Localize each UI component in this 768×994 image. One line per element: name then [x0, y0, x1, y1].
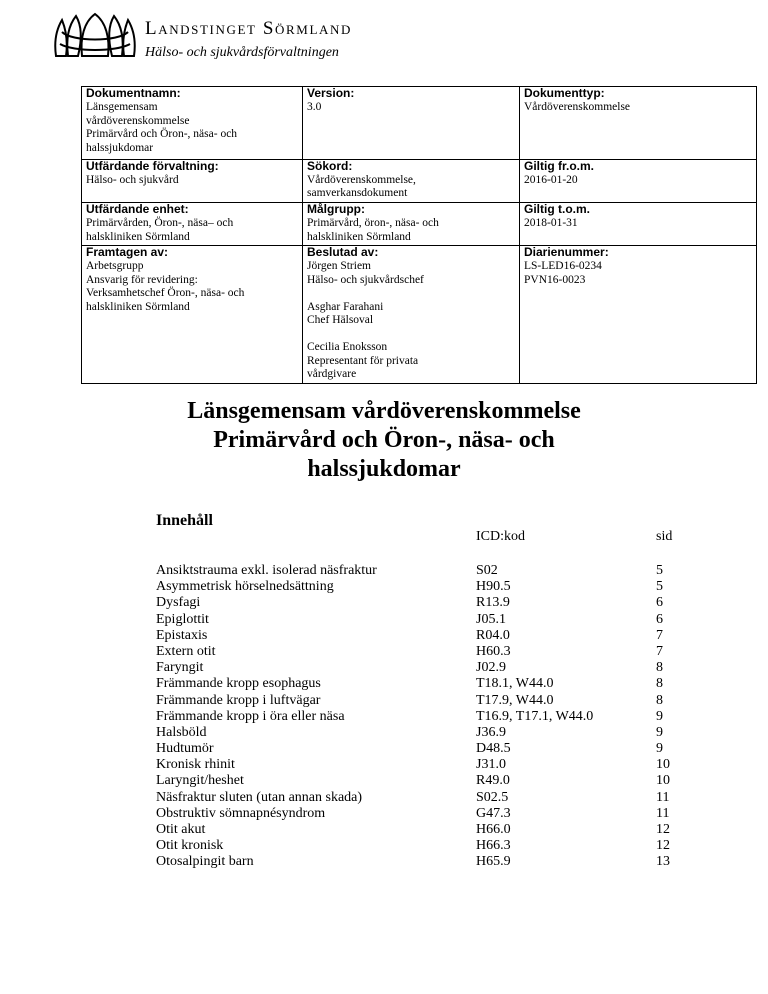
toc-entry: [156, 563, 696, 579]
prepared-by-label-cell: [82, 246, 303, 261]
toc-entry-name: Faryngit: [156, 660, 204, 676]
toc-entry-icd-code: R04.0: [476, 627, 510, 643]
toc-entry-name: Dysfagi: [156, 595, 201, 611]
toc-entry: [156, 806, 696, 822]
toc-entry-icd-code: R49.0: [476, 773, 510, 789]
issuing-unit-label-cell: [82, 203, 303, 218]
toc-entry-page: 11: [656, 789, 670, 805]
document-metadata-table: [81, 86, 757, 384]
toc-entry: [156, 725, 696, 741]
target-group-value: Primärvård, öron-, näsa- och halskliniken Sörmland: [307, 217, 439, 243]
toc-entry-page: 8: [656, 676, 663, 692]
toc-entry-icd-code: T18.1, W44.0: [476, 676, 554, 692]
title-line-2: Primärvård och Öron-, näsa- och: [213, 427, 555, 453]
toc-entry-name: Näsfraktur sluten (utan annan skada): [156, 789, 363, 805]
toc-entry-name: Obstruktiv sömnapnésyndrom: [156, 805, 326, 821]
version-value-cell: [303, 101, 520, 159]
toc-entry: [156, 838, 696, 854]
valid-to-label: Giltig t.o.m.: [524, 202, 590, 216]
issuing-admin-value: Hälso- och sjukvård: [86, 173, 179, 186]
version-value: 3.0: [307, 101, 322, 113]
toc-entry: [156, 773, 696, 789]
toc-entry-icd-code: H90.5: [476, 579, 511, 595]
registry-number-label: Diarienummer:: [524, 245, 609, 259]
toc-entry-icd-code: H60.3: [476, 643, 511, 659]
landstinget-logo: [52, 12, 138, 62]
toc-entry-name: Främmande kropp i öra eller näsa: [156, 708, 345, 724]
prepared-by-value: Arbetsgrupp Ansvarig för revidering: Verksamhetschef Öron-, näsa- och halskliniken Sörmland: [86, 260, 245, 313]
toc-entry: [156, 693, 696, 709]
toc-entry-icd-code: T16.9, T17.1, W44.0: [476, 708, 594, 724]
toc-column-page-header: sid: [656, 529, 673, 544]
registry-number-label-cell: [520, 246, 757, 261]
toc-entry-page: 9: [656, 741, 663, 757]
valid-from-label-cell: [520, 159, 757, 174]
toc-entry-page: 10: [656, 773, 670, 789]
toc-entry-icd-code: D48.5: [476, 741, 511, 757]
doc-name-label: Dokumentnamn:: [86, 86, 181, 100]
toc-entry-icd-code: J02.9: [476, 660, 506, 676]
registry-number-value: LS-LED16-0234 PVN16-0023: [524, 260, 602, 286]
toc-entry-icd-code: J05.1: [476, 611, 506, 627]
toc-entry: [156, 790, 696, 806]
toc-entry-name: Otit akut: [156, 822, 206, 837]
toc-entry: [156, 579, 696, 595]
valid-from-label: Giltig fr.o.m.: [524, 158, 595, 173]
toc-entry-icd-code: S02: [476, 563, 498, 578]
toc-entry-name: Främmande kropp esophagus: [156, 676, 321, 692]
toc-entry-page: 5: [656, 563, 663, 578]
valid-to-value-cell: [520, 217, 757, 246]
toc-entry-name: Epiglottit: [156, 611, 209, 627]
toc-entry-icd-code: R13.9: [476, 595, 510, 611]
valid-to-label-cell: [520, 203, 757, 218]
toc-entry-page: 8: [656, 692, 663, 708]
toc-entry-page: 5: [656, 579, 663, 595]
keywords-label: Sökord:: [307, 158, 353, 173]
doc-type-value: Vårdöverenskommelse: [524, 101, 631, 113]
toc-column-icd-header: ICD:kod: [476, 529, 525, 544]
toc-entry-name: Extern otit: [156, 643, 216, 659]
toc-entry-icd-code: H65.9: [476, 854, 511, 870]
title-line-1: Länsgemensam vårdöverenskommelse: [187, 398, 581, 424]
doc-type-label-cell: [520, 87, 757, 102]
table-of-contents: [156, 563, 696, 871]
toc-entry-icd-code: H66.3: [476, 838, 511, 854]
valid-from-value: 2016-01-20: [524, 173, 578, 186]
toc-entry-name: Hudtumör: [156, 741, 214, 757]
keywords-value: Vårdöverenskommelse, samverkansdokument: [307, 173, 416, 199]
toc-entry-name: Otosalpingit barn: [156, 854, 254, 870]
target-group-label: Målgrupp:: [307, 202, 365, 216]
toc-entry: [156, 612, 696, 628]
toc-entry-icd-code: H66.0: [476, 822, 511, 837]
decided-by-label: Beslutad av:: [307, 245, 379, 259]
toc-entry-icd-code: G47.3: [476, 805, 511, 821]
toc-entry: [156, 660, 696, 676]
toc-heading: Innehåll: [156, 512, 213, 529]
toc-entry-name: Asymmetrisk hörselnedsättning: [156, 579, 334, 595]
doc-name-value: Länsgemensam vårdöverenskommelse Primärvård och Öron-, näsa- och halssjukdomar: [86, 101, 238, 154]
doc-type-value-cell: [520, 101, 757, 159]
toc-entry-name: Kronisk rhinit: [156, 757, 235, 773]
toc-entry-page: 13: [656, 854, 670, 870]
target-group-value-cell: [303, 217, 520, 246]
decided-by-label-cell: [303, 246, 520, 261]
issuing-admin-value-cell: [82, 174, 303, 203]
toc-entry-page: 8: [656, 660, 663, 676]
toc-entry-page: 7: [656, 627, 663, 643]
prepared-by-label: Framtagen av:: [86, 245, 169, 259]
toc-entry-name: Ansiktstrauma exkl. isolerad näsfraktur: [156, 563, 377, 578]
toc-entry-page: 12: [656, 822, 670, 837]
toc-entry: [156, 595, 696, 611]
toc-entry-page: 9: [656, 708, 663, 724]
doc-name-label-cell: [82, 87, 303, 102]
toc-entry-page: 12: [656, 838, 670, 854]
decided-by-value: Jörgen Striem Hälso- och sjukvårdschef Asghar Farahani Chef Hälsoval Cecilia Enoksson Representant för privata vårdgivare: [307, 260, 424, 380]
issuing-unit-value-cell: [82, 217, 303, 246]
toc-entry-page: 11: [656, 805, 670, 821]
keywords-label-cell: [303, 159, 520, 174]
toc-entry: [156, 709, 696, 725]
prepared-by-value-cell: [82, 260, 303, 383]
toc-entry-icd-code: J31.0: [476, 757, 506, 773]
toc-entry: [156, 757, 696, 773]
toc-entry-icd-code: T17.9, W44.0: [476, 692, 554, 708]
toc-entry-name: Laryngit/heshet: [156, 773, 244, 789]
version-label: Version:: [307, 86, 355, 100]
toc-entry-name: Epistaxis: [156, 627, 208, 643]
toc-entry-page: 6: [656, 611, 663, 627]
registry-number-value-cell: [520, 260, 757, 383]
toc-entry-name: Främmande kropp i luftvägar: [156, 692, 321, 708]
keywords-value-cell: [303, 174, 520, 203]
toc-entry: [156, 676, 696, 692]
department-name: Hälso- och sjukvårdsförvaltningen: [145, 45, 339, 60]
organization-name: Landstinget Sörmland: [145, 18, 352, 39]
title-line-3: halssjukdomar: [307, 456, 461, 482]
toc-entry-page: 10: [656, 757, 670, 773]
toc-entry: [156, 644, 696, 660]
toc-entry-name: Otit kronisk: [156, 838, 224, 854]
target-group-label-cell: [303, 203, 520, 218]
decided-by-value-cell: [303, 260, 520, 383]
issuing-unit-label: Utfärdande enhet:: [86, 202, 189, 216]
toc-entry-page: 7: [656, 643, 663, 659]
issuing-admin-label: Utfärdande förvaltning:: [86, 158, 219, 173]
issuing-unit-value: Primärvården, Öron-, näsa– och halskliniken Sörmland: [86, 217, 234, 243]
toc-entry: [156, 628, 696, 644]
toc-entry-name: Halsböld: [156, 724, 207, 740]
toc-entry: [156, 822, 696, 838]
document-title: [0, 397, 768, 484]
issuing-admin-label-cell: [82, 159, 303, 174]
doc-name-value-cell: [82, 101, 303, 159]
toc-entry-icd-code: S02.5: [476, 789, 509, 805]
doc-type-label: Dokumenttyp:: [524, 86, 605, 100]
toc-entry-page: 6: [656, 595, 663, 611]
valid-from-value-cell: [520, 174, 757, 203]
valid-to-value: 2018-01-31: [524, 217, 578, 229]
toc-entry: [156, 741, 696, 757]
toc-entry-icd-code: J36.9: [476, 724, 506, 740]
version-label-cell: [303, 87, 520, 102]
toc-entry: [156, 854, 696, 870]
toc-entry-page: 9: [656, 724, 663, 740]
